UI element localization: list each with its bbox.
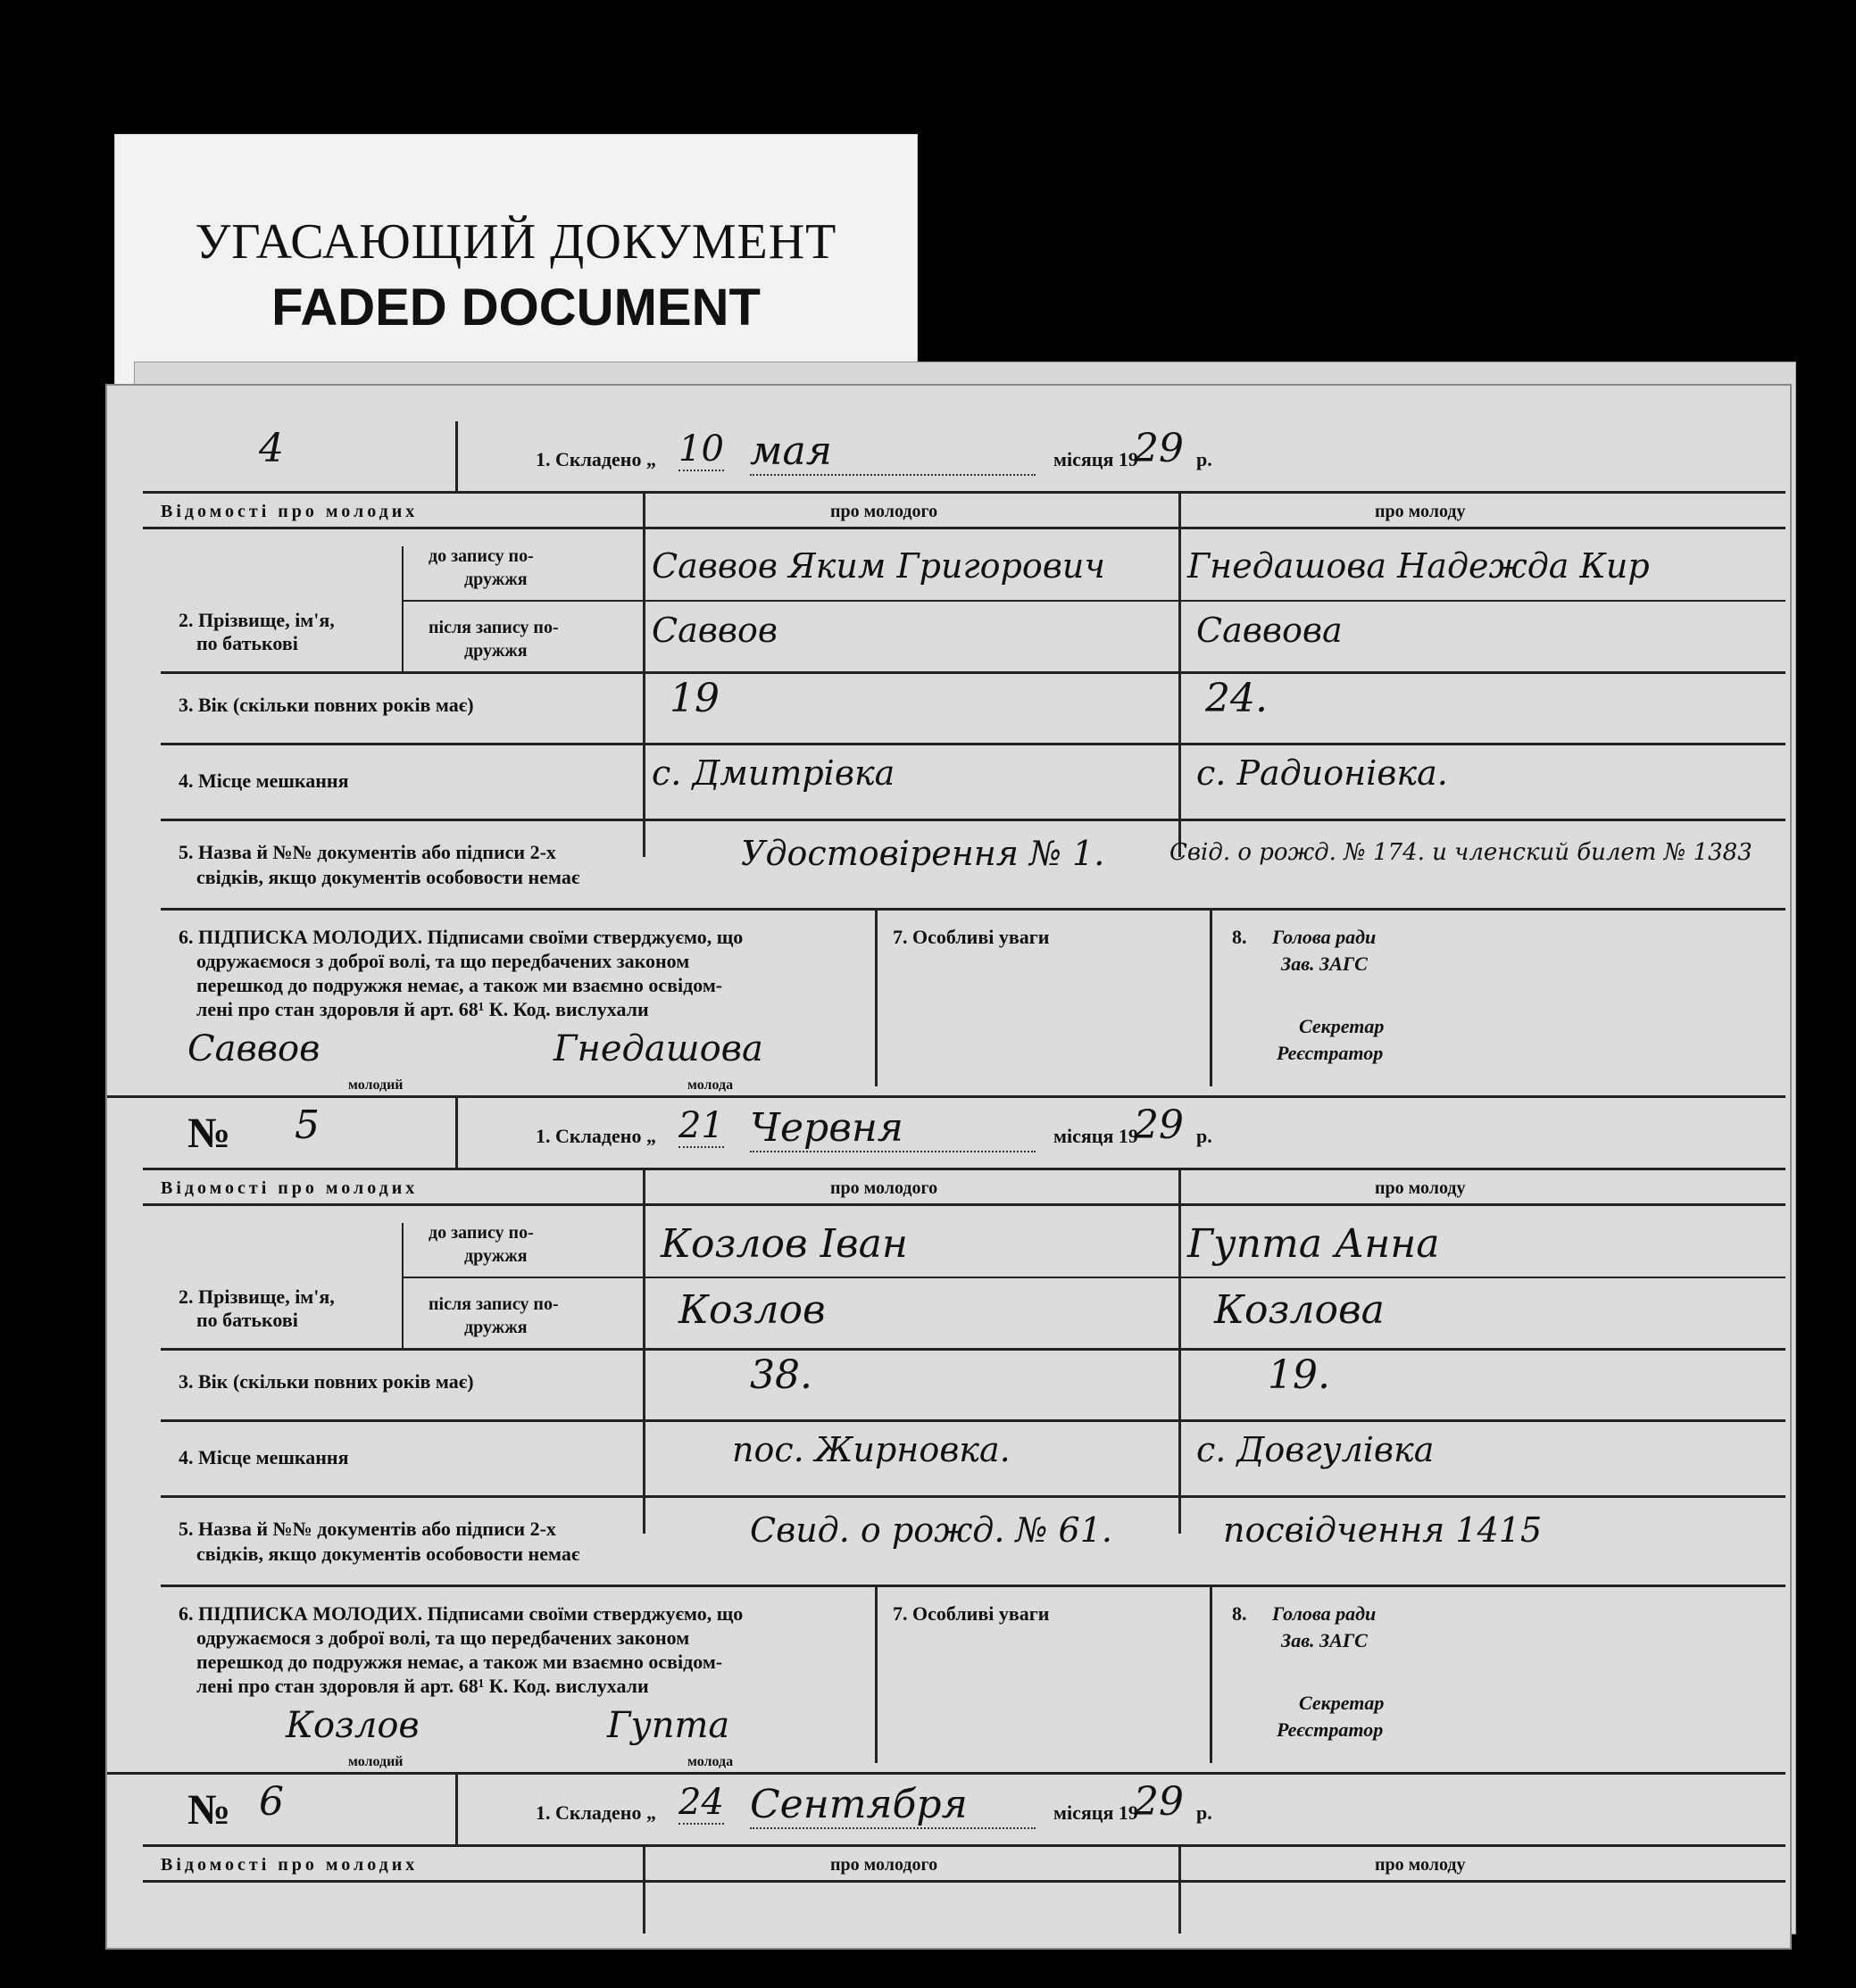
before-label-2: дружжя xyxy=(464,1246,528,1266)
secretary-label: Секретар xyxy=(1299,1015,1385,1037)
groom-column-header: про молодого xyxy=(830,1178,938,1198)
name-label-2: по батькові xyxy=(196,632,298,654)
after-label-2: дружжя xyxy=(464,1318,528,1337)
head-number: 8. xyxy=(1232,1602,1247,1625)
bride-signature: Гупта xyxy=(607,1705,730,1746)
compiled-month: Червня xyxy=(750,1105,1036,1152)
year-suffix: р. xyxy=(1196,448,1212,470)
stamp-russian-text: УГАСАЮЩИЙ ДОКУМЕНТ xyxy=(195,214,837,270)
year-suffix: р. xyxy=(1196,1125,1212,1147)
subscription-line-3: перешкод до подружжя немає, а також ми взаємно освідом- xyxy=(196,1651,723,1673)
subscription-line-1: 6. ПІДПИСКА МОЛОДИХ. Підписами своїми стверджуємо, що xyxy=(179,926,744,948)
name-label: 2. Прізвище, ім'я, xyxy=(179,1285,335,1308)
registrar-label: Реєстратор xyxy=(1277,1718,1384,1741)
number-sign: № xyxy=(187,1110,231,1157)
groom-signature-caption: молодий xyxy=(348,1754,404,1769)
zags-label: Зав. ЗАГС xyxy=(1281,1629,1368,1651)
groom-name-after: Козлов xyxy=(678,1287,826,1333)
compiled-day: 24 xyxy=(678,1782,724,1823)
compiled-day: 10 xyxy=(678,428,724,470)
groom-age: 38. xyxy=(750,1352,812,1398)
groom-name-after: Саввов xyxy=(652,611,778,650)
documents-label: 5. Назва й №№ документів або підписи 2-х xyxy=(179,1518,556,1540)
subscription-line-2: одружаємося з доброї волі, та що передбачених законом xyxy=(196,1626,690,1649)
zags-label: Зав. ЗАГС xyxy=(1281,952,1368,975)
after-label-2: дружжя xyxy=(464,641,528,661)
info-header: Відомості про молодих xyxy=(161,1855,419,1875)
bride-signature-caption: молода xyxy=(687,1077,734,1093)
compiled-year: 29 xyxy=(1134,426,1184,471)
compiled-day: 21 xyxy=(678,1105,724,1146)
groom-name-before: Козлов Іван xyxy=(661,1221,908,1267)
month-label: місяця 19 xyxy=(1053,1801,1138,1824)
bride-column-header: про молоду xyxy=(1375,1855,1466,1875)
bride-age: 19. xyxy=(1268,1352,1330,1398)
month-label: місяця 19 xyxy=(1053,448,1138,470)
before-label-2: дружжя xyxy=(464,570,528,589)
documents-label: 5. Назва й №№ документів або підписи 2-х xyxy=(179,841,556,863)
subscription-line-4: лені про стан здоровля й арт. 68¹ К. Код. вислухали xyxy=(196,998,649,1020)
bride-age: 24. xyxy=(1205,676,1268,721)
groom-column-header: про молодого xyxy=(830,502,938,521)
bride-column-header: про молоду xyxy=(1375,502,1466,521)
bride-documents: Свід. о рожд. № 174. и членский билет № 1383 xyxy=(1169,839,1752,866)
record-number: 5 xyxy=(295,1102,320,1148)
compiled-month: Сентября xyxy=(750,1782,1036,1829)
age-label: 3. Вік (скільки повних років має) xyxy=(179,1370,474,1393)
secretary-label: Секретар xyxy=(1299,1692,1385,1714)
bride-signature: Гнедашова xyxy=(553,1028,763,1069)
groom-residence: с. Дмитрівка xyxy=(652,753,895,793)
record-number: 4 xyxy=(259,426,284,471)
name-label-2: по батькові xyxy=(196,1309,298,1331)
subscription-line-1: 6. ПІДПИСКА МОЛОДИХ. Підписами своїми стверджуємо, що xyxy=(179,1602,744,1625)
compiled-label: 1. Складено „ xyxy=(536,448,656,470)
age-label: 3. Вік (скільки повних років має) xyxy=(179,694,474,716)
before-label: до запису по- xyxy=(429,546,534,566)
notes-label: 7. Особливі уваги xyxy=(893,926,1050,948)
groom-documents: Удостовірення № 1. xyxy=(741,834,1105,873)
bride-name-before: Гупта Анна xyxy=(1187,1221,1440,1267)
residence-label: 4. Місце мешкання xyxy=(179,1446,349,1468)
groom-signature: Козлов xyxy=(286,1705,420,1746)
compiled-label: 1. Складено „ xyxy=(536,1801,656,1824)
info-header: Відомості про молодих xyxy=(161,502,419,521)
groom-age: 19 xyxy=(670,676,720,721)
name-label: 2. Прізвище, ім'я, xyxy=(179,609,335,631)
documents-label-2: свідків, якщо документів особовости немає xyxy=(196,1543,580,1565)
compiled-year: 29 xyxy=(1134,1102,1184,1148)
marriage-record xyxy=(161,1098,1785,1776)
groom-signature-caption: молодий xyxy=(348,1077,404,1093)
month-label: місяця 19 xyxy=(1053,1125,1138,1147)
bride-name-after: Саввова xyxy=(1196,611,1343,650)
bride-residence: с. Довгулівка xyxy=(1196,1430,1435,1469)
year-suffix: р. xyxy=(1196,1801,1212,1824)
notes-label: 7. Особливі уваги xyxy=(893,1602,1050,1625)
stamp-english-text: FADED DOCUMENT xyxy=(271,279,761,337)
marriage-record xyxy=(161,421,1785,1100)
groom-signature: Саввов xyxy=(187,1028,320,1069)
registrar-label: Реєстратор xyxy=(1277,1042,1384,1064)
after-label: після запису по- xyxy=(429,1294,559,1314)
after-label: після запису по- xyxy=(429,618,559,637)
marriage-record xyxy=(161,1775,1785,1944)
bride-residence: с. Радионівка. xyxy=(1196,753,1448,793)
groom-name-before: Саввов Яким Григорович xyxy=(652,546,1105,586)
documents-label-2: свідків, якщо документів особовости немає xyxy=(196,866,580,888)
number-sign: № xyxy=(187,1786,231,1834)
groom-documents: Свид. о рожд. № 61. xyxy=(750,1510,1112,1550)
faded-document-stamp xyxy=(114,134,918,395)
residence-label: 4. Місце мешкання xyxy=(179,769,349,792)
subscription-line-3: перешкод до подружжя немає, а також ми взаємно освідом- xyxy=(196,974,723,996)
subscription-line-4: лені про стан здоровля й арт. 68¹ К. Код. вислухали xyxy=(196,1675,649,1697)
compiled-month: мая xyxy=(750,428,1036,476)
bride-signature-caption: молода xyxy=(687,1754,734,1769)
head-number: 8. xyxy=(1232,926,1247,948)
head-label: Голова ради xyxy=(1272,926,1377,948)
compiled-year: 29 xyxy=(1134,1779,1184,1825)
bride-name-before: Гнедашова Надежда Кир xyxy=(1187,546,1650,586)
head-label: Голова ради xyxy=(1272,1602,1377,1625)
bride-name-after: Козлова xyxy=(1214,1287,1385,1333)
subscription-line-2: одружаємося з доброї волі, та що передбачених законом xyxy=(196,950,690,972)
compiled-label: 1. Складено „ xyxy=(536,1125,656,1147)
info-header: Відомості про молодих xyxy=(161,1178,419,1198)
groom-column-header: про молодого xyxy=(830,1855,938,1875)
before-label: до запису по- xyxy=(429,1223,534,1243)
bride-documents: посвідчення 1415 xyxy=(1223,1510,1543,1550)
bride-column-header: про молоду xyxy=(1375,1178,1466,1198)
register-page xyxy=(105,384,1792,1950)
groom-residence: пос. Жирновка. xyxy=(732,1430,1011,1469)
record-number: 6 xyxy=(259,1779,284,1825)
